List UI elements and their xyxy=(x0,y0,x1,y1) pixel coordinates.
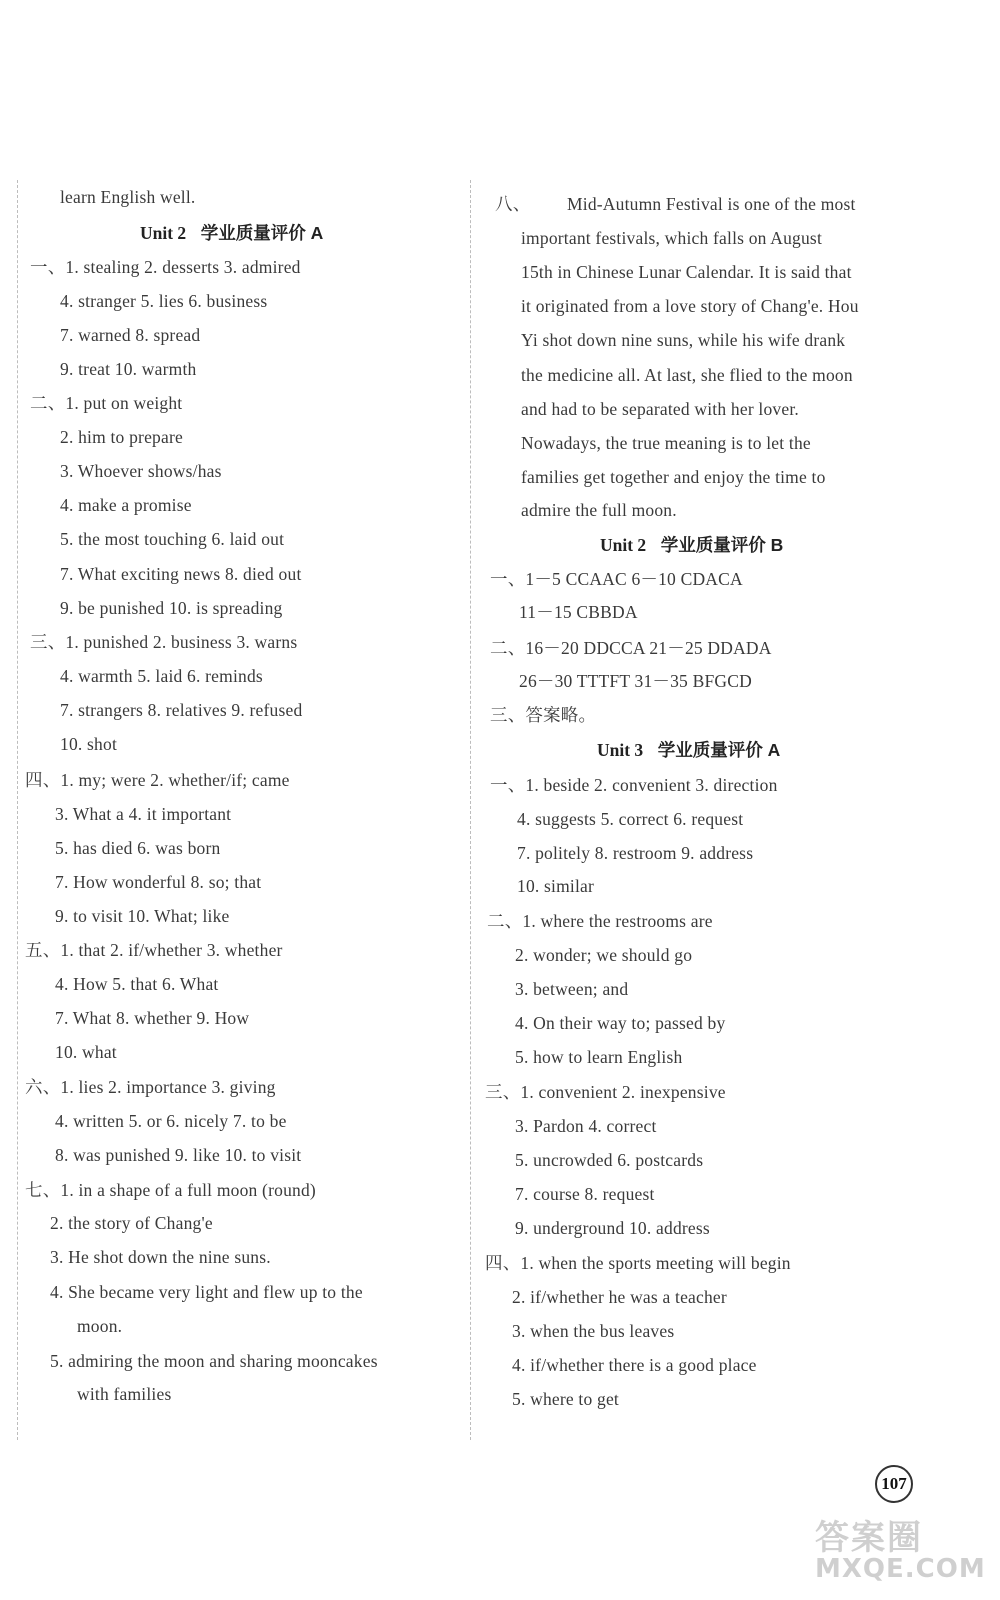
left-margin-rule xyxy=(17,180,18,1440)
answer-line: 3. Whoever shows/has xyxy=(60,461,222,481)
answer-line: 4. She became very light and flew up to the xyxy=(50,1282,363,1302)
answer-line: 二、16－20 DDCCA 21－25 DDADA xyxy=(490,638,772,658)
essay-line: important festivals, which falls on August xyxy=(521,228,823,248)
answer-line: 3. between; and xyxy=(515,979,629,999)
answer-line: 7. How wonderful 8. so; that xyxy=(55,872,262,892)
answer-line: 5. where to get xyxy=(512,1389,619,1409)
answer-line: 7. politely 8. restroom 9. address xyxy=(517,843,754,863)
essay-line: the medicine all. At last, she flied to the moon xyxy=(521,365,853,385)
answer-line: 4. suggests 5. correct 6. request xyxy=(517,809,744,829)
answer-line: 2. him to prepare xyxy=(60,427,183,447)
answer-line: 5. admiring the moon and sharing mooncakes xyxy=(50,1351,378,1371)
answer-line: 五、1. that 2. if/whether 3. whether xyxy=(25,940,283,960)
answer-line: 四、1. my; were 2. whether/if; came xyxy=(25,770,290,790)
heading-unit: Unit 3 xyxy=(597,740,644,760)
answer-line: 7. What 8. whether 9. How xyxy=(55,1008,250,1028)
answer-line: 二、1. where the restrooms are xyxy=(487,911,713,931)
answer-line: 2. if/whether he was a teacher xyxy=(512,1287,727,1307)
answer-line: 4. written 5. or 6. nicely 7. to be xyxy=(55,1111,287,1131)
answer-line: 5. the most touching 6. laid out xyxy=(60,529,285,549)
essay-line: it originated from a love story of Chang'e. Hou xyxy=(521,296,859,316)
essay-line: Nowadays, the true meaning is to let the xyxy=(521,433,811,453)
essay-line: Yi shot down nine suns, while his wife drank xyxy=(521,330,846,350)
watermark-url: MXQE.COM xyxy=(815,1554,986,1584)
answer-line: 7. course 8. request xyxy=(515,1184,655,1204)
answer-line: learn English well. xyxy=(60,187,196,207)
essay-line: admire the full moon. xyxy=(521,500,677,520)
section-heading-unit3-a xyxy=(597,739,780,761)
answer-line: 7. What exciting news 8. died out xyxy=(60,564,302,584)
answer-line: 5. how to learn English xyxy=(515,1047,683,1067)
answer-line: 3. when the bus leaves xyxy=(512,1321,675,1341)
answer-line: 2. the story of Chang'e xyxy=(50,1213,213,1233)
essay-line: Mid-Autumn Festival is one of the most xyxy=(567,194,856,214)
heading-title: 学业质量评价 A xyxy=(657,740,781,760)
answer-line: 六、1. lies 2. importance 3. giving xyxy=(25,1077,276,1097)
answer-line: 9. treat 10. warmth xyxy=(60,359,197,379)
section-heading-unit2-b xyxy=(600,534,783,556)
answer-line: 二、1. put on weight xyxy=(30,393,183,413)
answer-line: 四、1. when the sports meeting will begin xyxy=(485,1253,791,1273)
answer-line: moon. xyxy=(77,1316,123,1336)
essay-line: 15th in Chinese Lunar Calendar. It is said that xyxy=(521,262,852,282)
question-label: 八、 xyxy=(495,194,531,214)
answer-line: with families xyxy=(77,1384,172,1404)
answer-line: 8. was punished 9. like 10. to visit xyxy=(55,1145,302,1165)
heading-title: 学业质量评价 A xyxy=(200,223,324,243)
answer-line: 7. warned 8. spread xyxy=(60,325,201,345)
answer-line: 3. Pardon 4. correct xyxy=(515,1116,657,1136)
answer-line: 三、1. convenient 2. inexpensive xyxy=(485,1082,726,1102)
answer-line: 三、答案略。 xyxy=(490,705,597,725)
watermark xyxy=(815,1510,990,1595)
answer-line: 4. On their way to; passed by xyxy=(515,1013,726,1033)
answer-line: 26－30 TTTFT 31－35 BFGCD xyxy=(519,671,752,691)
essay-line: and had to be separated with her lover. xyxy=(521,399,799,419)
answer-line: 4. stranger 5. lies 6. business xyxy=(60,291,268,311)
answer-line: 9. be punished 10. is spreading xyxy=(60,598,283,618)
answer-line: 4. make a promise xyxy=(60,495,192,515)
page-number: 107 xyxy=(875,1465,913,1503)
answer-line: 5. has died 6. was born xyxy=(55,838,221,858)
answer-line: 10. similar xyxy=(517,876,595,896)
answer-line: 三、1. punished 2. business 3. warns xyxy=(30,632,298,652)
answer-line: 5. uncrowded 6. postcards xyxy=(515,1150,704,1170)
answer-line: 七、1. in a shape of a full moon (round) xyxy=(25,1180,316,1200)
answer-line: 7. strangers 8. relatives 9. refused xyxy=(60,700,303,720)
answer-line: 9. to visit 10. What; like xyxy=(55,906,230,926)
answer-line: 4. warmth 5. laid 6. reminds xyxy=(60,666,263,686)
answer-line: 2. wonder; we should go xyxy=(515,945,693,965)
answer-line: 一、1－5 CCAAC 6－10 CDACA xyxy=(490,569,743,589)
heading-unit: Unit 2 xyxy=(140,223,187,243)
answer-line: 3. He shot down the nine suns. xyxy=(50,1247,271,1267)
answer-line: 11－15 CBBDA xyxy=(519,602,638,622)
section-heading-unit2-a xyxy=(140,222,323,244)
heading-title: 学业质量评价 B xyxy=(660,535,784,555)
answer-line: 4. if/whether there is a good place xyxy=(512,1355,757,1375)
answer-line: 9. underground 10. address xyxy=(515,1218,710,1238)
answer-line: 10. what xyxy=(55,1042,117,1062)
answer-line: 4. How 5. that 6. What xyxy=(55,974,219,994)
answer-line: 3. What a 4. it important xyxy=(55,804,232,824)
answer-line: 一、1. beside 2. convenient 3. direction xyxy=(490,775,778,795)
answer-line: 一、1. stealing 2. desserts 3. admired xyxy=(30,257,301,277)
heading-unit: Unit 2 xyxy=(600,535,647,555)
watermark-text: 答案圈 xyxy=(815,1518,923,1558)
answer-line: 10. shot xyxy=(60,734,118,754)
essay-line: families get together and enjoy the time to xyxy=(521,467,826,487)
column-divider xyxy=(470,180,471,1440)
